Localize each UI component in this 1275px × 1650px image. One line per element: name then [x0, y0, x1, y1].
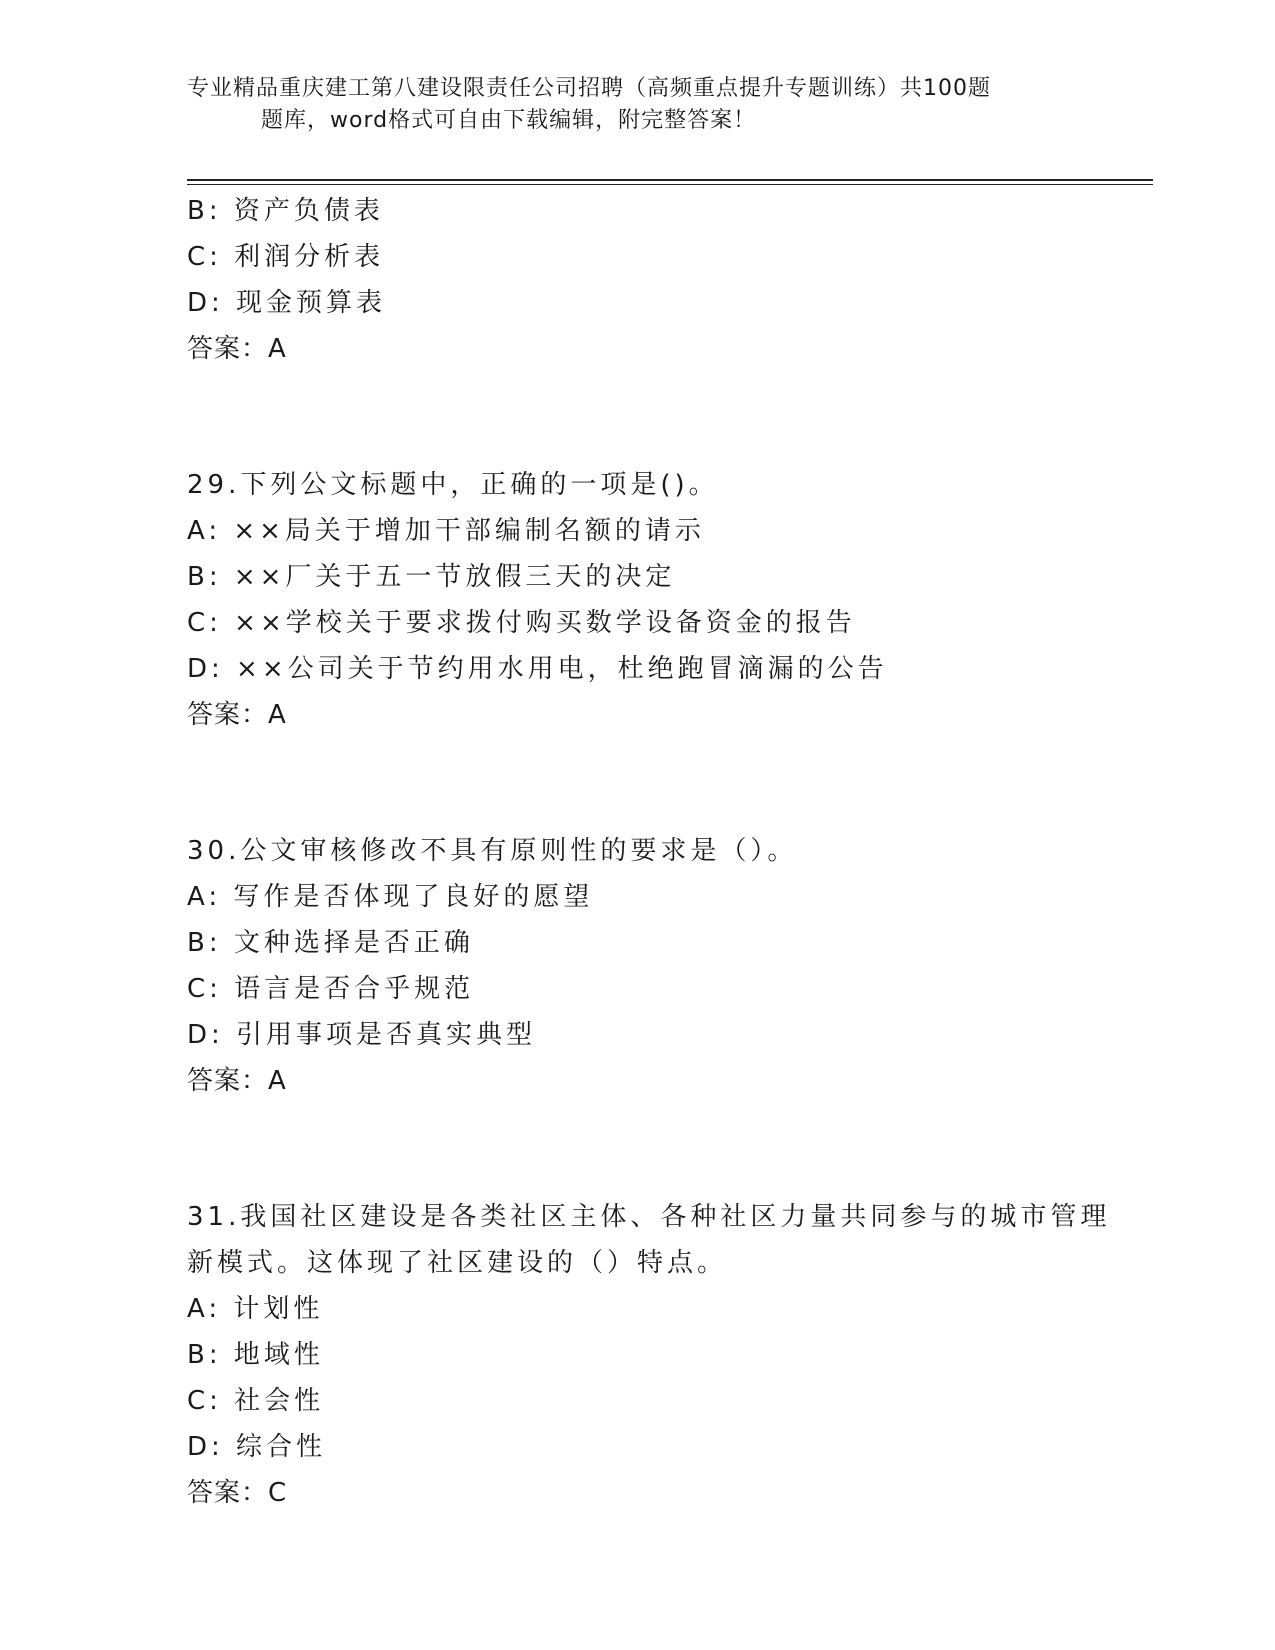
option-b: B: 资产负债表 [187, 196, 384, 226]
option-b: B: 地域性 [187, 1340, 324, 1370]
option-d: D: 综合性 [187, 1432, 327, 1462]
option-a: A: 计划性 [187, 1294, 324, 1324]
option-c: C: 语言是否合乎规范 [187, 974, 475, 1004]
answer-line: 答案：A [187, 334, 287, 364]
spacer [187, 372, 1087, 462]
question-text-line-2: 新模式。这体现了社区建设的（）特点。 [187, 1248, 728, 1278]
option-c: C: ××学校关于要求拨付购买数学设备资金的报告 [187, 608, 856, 638]
option-c: C: 利润分析表 [187, 242, 385, 272]
question-31-block [187, 1194, 1111, 1516]
header-divider-thin [187, 184, 1153, 185]
question-30-block [187, 828, 1087, 1104]
question-text: 29.下列公文标题中，正确的一项是()。 [187, 470, 719, 500]
question-28-block [187, 188, 1087, 372]
question-29-block [187, 462, 1087, 738]
option-a: A: ××局关于增加干部编制名额的请示 [187, 516, 705, 546]
header-title-line-1: 专业精品重庆建工第八建设限责任公司招聘（高频重点提升专题训练）共100题 [187, 76, 991, 101]
option-b: B: 文种选择是否正确 [187, 928, 474, 958]
spacer [187, 1104, 1087, 1194]
question-text: 30.公文审核修改不具有原则性的要求是（）。 [187, 836, 798, 866]
spacer [187, 738, 1087, 828]
answer-line: 答案：A [187, 700, 287, 730]
option-d: D: 引用事项是否真实典型 [187, 1020, 537, 1050]
option-c: C: 社会性 [187, 1386, 325, 1416]
answer-line: 答案：C [187, 1478, 288, 1508]
option-a: A: 写作是否体现了良好的愿望 [187, 882, 594, 912]
question-list [187, 188, 1111, 1516]
header-title-line-2: 题库，word格式可自由下载编辑，附完整答案！ [261, 108, 757, 133]
header-divider-thick [187, 179, 1153, 181]
option-d: D: ××公司关于节约用水用电，杜绝跑冒滴漏的公告 [187, 654, 888, 684]
answer-line: 答案：A [187, 1066, 287, 1096]
document-header [187, 73, 1087, 137]
option-b: B: ××厂关于五一节放假三天的决定 [187, 562, 676, 592]
question-text-line-1: 31.我国社区建设是各类社区主体、各种社区力量共同参与的城市管理 [187, 1202, 1111, 1232]
option-d: D: 现金预算表 [187, 288, 387, 318]
